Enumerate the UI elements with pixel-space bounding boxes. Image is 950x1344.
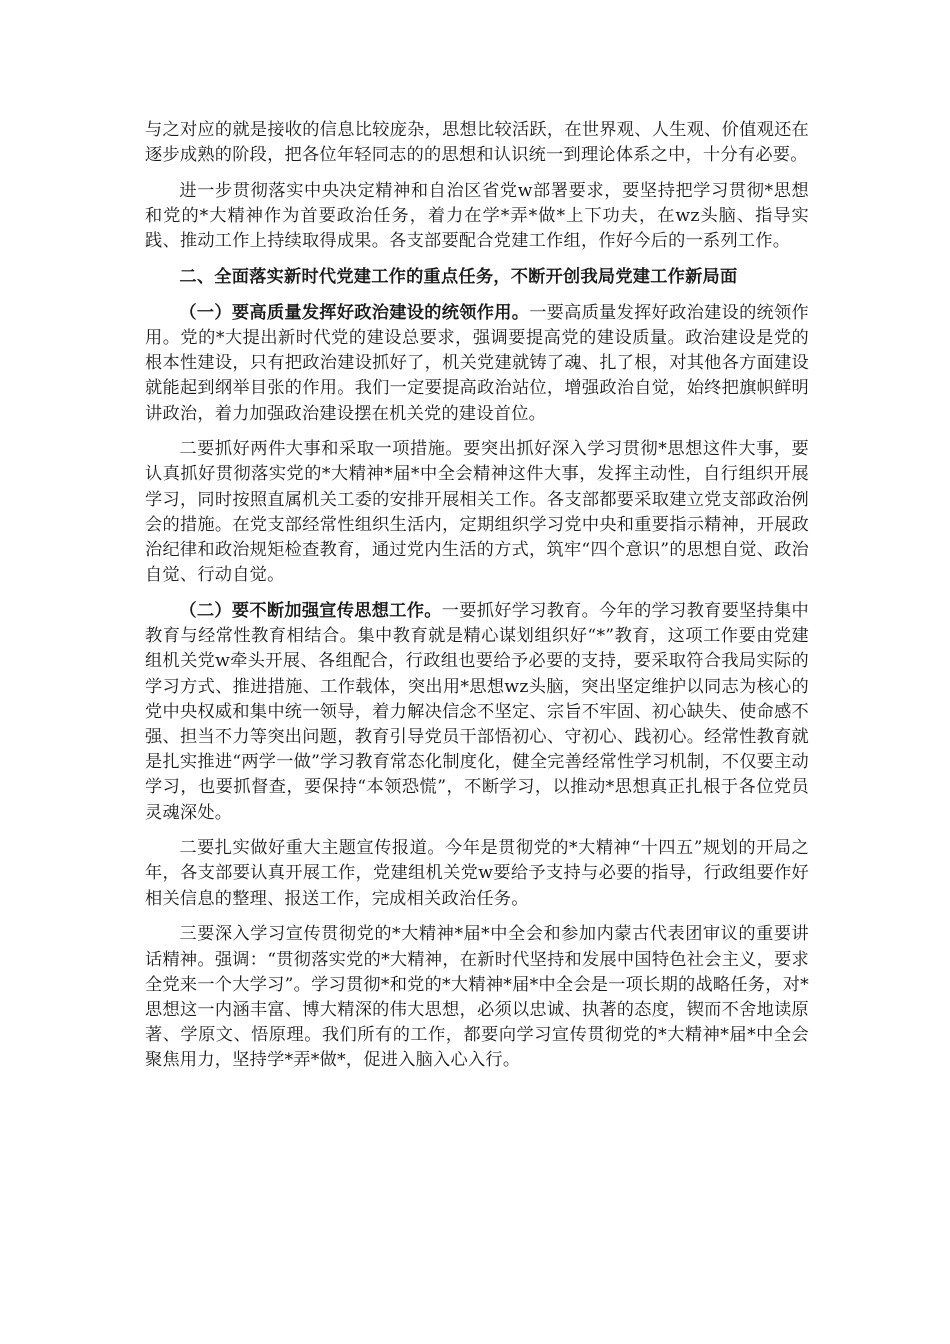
paragraph-two-major-tasks: 二要抓好两件大事和采取一项措施。要突出抓好深入学习贯彻*思想这件大事，要认真抓好贯彻落实党的*大精神*届*中全会精神这件大事，发挥主动性，自行组织开展学习，同时按照直属机关工委的安排开展相关工作。各支部都要采取建立党支部政治例会的措施。在党支部经常性组织生活内，定期组织学习党中央和重要指示精神，开展政治纪律和政治规矩检查教育，通过党内生活的方式，筑牢“四个意识”的思想自觉、政治自觉、行动自觉。 <box>145 439 809 586</box>
paragraph-study-spirit: 三要深入学习宣传贯彻党的*大精神*届*中全会和参加内蒙古代表团审议的重要讲话精神。强调：“贯彻落实党的*大精神，在新时代坚持和发展中国特色社会主义，要求全党来一个大学习”。学习贯彻*和党的*大精神*届*中全会是一项长期的战略任务，对*思想这一内涵丰富、博大精深的伟大思想，必须以忠诚、执著的态度，锲而不舍地读原著、学原文、悟原理。我们所有的工作，都要向学习宣传贯彻党的*大精神*届*中全会聚焦用力，坚持学*弄*做*，促进入脑入心入行。 <box>145 924 809 1071</box>
paragraph-implementation: 进一步贯彻落实中央决定精神和自治区省党w部署要求，要坚持把学习贯彻*思想和党的*大精神作为首要政治任务，着力在学*弄*做*上下功夫，在wz头脑、指导实践、推动工作上持续取得成果。各支部要配合党建工作组，作好今后的一系列工作。 <box>145 180 809 252</box>
paragraph-body: 一要抓好学习教育。今年的学习教育要坚持集中教育与经常性教育相结合。集中教育就是精心谋划组织好“*”教育，这项工作要由党建组机关党w牵头开展、各组配合，行政组也要给予必要的支持，要采取符合我局实际的学习方式、推进措施、工作载体，突出用*思想wz头脑，突出坚定维护以同志为核心的党中央权威和集中统一领导，着力解决信念不坚定、宗旨不牢固、初心缺失、使命感不强、担当不力等突出问题，教育引导党员干部悟初心、守初心、践初心。经常性教育就是扎实推进“两学一做”学习教育常态化制度化，健全完善经常性学习机制，不仅要主动学习，也要抓督查，要保持“本领恐慌”，不断学习，以推动*思想真正扎根于各位党员灵魂深处。 <box>145 600 809 823</box>
paragraph-body: 一要高质量发挥好政治建设的统领作用。党的*大提出新时代党的建设总要求，强调要提高党的建设质量。政治建设是党的根本性建设，只有把政治建设抓好了，机关党建就铸了魂、扎了根，对其他各方面建设就能起到纲举目张的作用。我们一定要提高政治站位，增强政治自觉，始终把旗帜鲜明讲政治，着力加强政治建设摆在机关党的建设首位。 <box>145 302 809 424</box>
subheading-2: （二）要不断加强宣传思想工作。 <box>179 600 442 621</box>
paragraph-political-building <box>145 301 809 427</box>
paragraph-propaganda-work <box>145 599 809 826</box>
subheading-1: （一）要高质量发挥好政治建设的统领作用。 <box>179 302 530 323</box>
document-page <box>145 118 809 1084</box>
paragraph-publicity-reports: 二要扎实做好重大主题宣传报道。今年是贯彻党的*大精神“十四五”规划的开局之年，各支部要认真开展工作，党建组机关党w要给予支持与必要的指导，行政组要作好相关信息的整理、报送工作，完成相关政治任务。 <box>145 838 809 909</box>
section-heading-2: 二、全面落实新时代党建工作的重点任务，不断开创我局党建工作新局面 <box>179 267 738 288</box>
paragraph-continuation: 与之对应的就是接收的信息比较庞杂，思想比较活跃，在世界观、人生观、价值观还在逐步成熟的阶段，把各位年轻同志的的思想和认识统一到理论体系之中，十分有必要。 <box>145 120 809 166</box>
